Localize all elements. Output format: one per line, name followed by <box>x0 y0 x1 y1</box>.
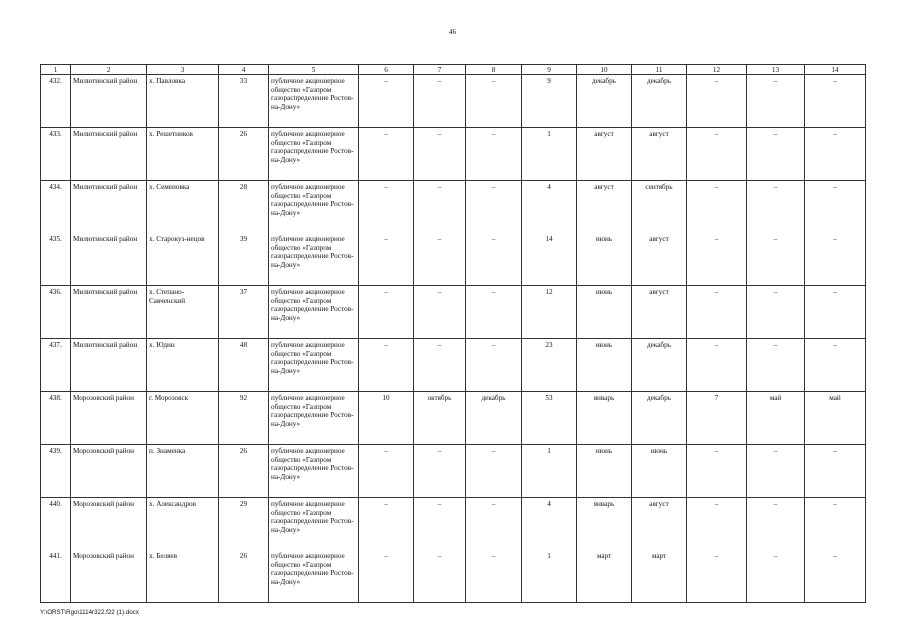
column-header: 10 <box>577 65 632 75</box>
col8-cell: – <box>466 233 522 286</box>
col13-cell: – <box>747 75 805 128</box>
col10-cell: июнь <box>577 286 632 339</box>
col12-cell: – <box>687 233 747 286</box>
col9-cell: 4 <box>522 498 577 551</box>
col7-cell: – <box>414 128 466 181</box>
col11-cell: декабрь <box>632 75 687 128</box>
district-cell: Морозовский район <box>71 392 147 445</box>
col9-cell: 9 <box>522 75 577 128</box>
row-number: 440. <box>41 498 71 551</box>
organization-cell: публичное акционерное общество «Газпром газораспределение Ростов-на-Дону» <box>269 498 359 551</box>
organization-cell: публичное акционерное общество «Газпром газораспределение Ростов-на-Дону» <box>269 128 359 181</box>
col13-cell: – <box>747 445 805 498</box>
column-header: 5 <box>269 65 359 75</box>
file-path-footer: Y:\ORST\Rgo\1114r322.f22 (1).docx <box>40 609 139 616</box>
col12-cell: – <box>687 445 747 498</box>
col12-cell: 7 <box>687 392 747 445</box>
col11-cell: август <box>632 233 687 286</box>
column-header: 9 <box>522 65 577 75</box>
row-number: 441. <box>41 550 71 603</box>
settlement-cell: г. Морозовск <box>147 392 219 445</box>
row-number: 432. <box>41 75 71 128</box>
settlement-cell: х. Решетников <box>147 128 219 181</box>
settlement-cell: х. Александров <box>147 498 219 551</box>
col8-cell: – <box>466 181 522 234</box>
district-cell: Милютинский район <box>71 339 147 392</box>
col13-cell: – <box>747 181 805 234</box>
col7-cell: – <box>414 181 466 234</box>
col7-cell: – <box>414 498 466 551</box>
col12-cell: – <box>687 75 747 128</box>
col10-cell: январь <box>577 498 632 551</box>
row-number: 436. <box>41 286 71 339</box>
col8-cell: декабрь <box>466 392 522 445</box>
col14-cell: – <box>805 550 866 603</box>
settlement-cell: п. Знаменка <box>147 445 219 498</box>
col13-cell: – <box>747 339 805 392</box>
settlement-cell: х. Беляев <box>147 550 219 603</box>
district-cell: Морозовский район <box>71 498 147 551</box>
district-cell: Милютинский район <box>71 286 147 339</box>
column-header: 3 <box>147 65 219 75</box>
col10-cell: март <box>577 550 632 603</box>
col13-cell: – <box>747 498 805 551</box>
col11-cell: август <box>632 286 687 339</box>
col7-cell: октябрь <box>414 392 466 445</box>
col9-cell: 23 <box>522 339 577 392</box>
col6-cell: 10 <box>359 392 414 445</box>
column-header: 14 <box>805 65 866 75</box>
page-number: 46 <box>449 28 456 36</box>
col14-cell: – <box>805 233 866 286</box>
settlement-cell: х. Павловка <box>147 75 219 128</box>
organization-cell: публичное акционерное общество «Газпром газораспределение Ростов-на-Дону» <box>269 75 359 128</box>
col11-cell: август <box>632 128 687 181</box>
col13-cell: май <box>747 392 805 445</box>
district-cell: Милютинский район <box>71 233 147 286</box>
column-header: 7 <box>414 65 466 75</box>
header-row <box>41 65 866 75</box>
count-cell: 26 <box>219 445 269 498</box>
table-row <box>41 181 866 234</box>
district-cell: Милютинский район <box>71 181 147 234</box>
district-cell: Милютинский район <box>71 75 147 128</box>
organization-cell: публичное акционерное общество «Газпром газораспределение Ростов-на-Дону» <box>269 445 359 498</box>
col11-cell: декабрь <box>632 339 687 392</box>
organization-cell: публичное акционерное общество «Газпром газораспределение Ростов-на-Дону» <box>269 181 359 234</box>
col8-cell: – <box>466 550 522 603</box>
column-header: 2 <box>71 65 147 75</box>
col13-cell: – <box>747 128 805 181</box>
row-number: 438. <box>41 392 71 445</box>
settlement-cell: х. Старокуз-нецов <box>147 233 219 286</box>
col6-cell: – <box>359 286 414 339</box>
col11-cell: июнь <box>632 445 687 498</box>
table-row <box>41 339 866 392</box>
col9-cell: 1 <box>522 445 577 498</box>
table-row <box>41 128 866 181</box>
col6-cell: – <box>359 498 414 551</box>
col7-cell: – <box>414 339 466 392</box>
col10-cell: июнь <box>577 233 632 286</box>
settlement-cell: х. Юдин <box>147 339 219 392</box>
col12-cell: – <box>687 550 747 603</box>
col6-cell: – <box>359 181 414 234</box>
col9-cell: 12 <box>522 286 577 339</box>
col13-cell: – <box>747 286 805 339</box>
col14-cell: май <box>805 392 866 445</box>
col6-cell: – <box>359 445 414 498</box>
count-cell: 39 <box>219 233 269 286</box>
table-row <box>41 392 866 445</box>
col8-cell: – <box>466 498 522 551</box>
table-row <box>41 498 866 551</box>
organization-cell: публичное акционерное общество «Газпром газораспределение Ростов-на-Дону» <box>269 339 359 392</box>
col11-cell: сентябрь <box>632 181 687 234</box>
district-cell: Милютинский район <box>71 128 147 181</box>
count-cell: 29 <box>219 498 269 551</box>
col12-cell: – <box>687 181 747 234</box>
col10-cell: август <box>577 128 632 181</box>
column-header: 1 <box>41 65 71 75</box>
col14-cell: – <box>805 339 866 392</box>
col11-cell: март <box>632 550 687 603</box>
organization-cell: публичное акционерное общество «Газпром газораспределение Ростов-на-Дону» <box>269 233 359 286</box>
col14-cell: – <box>805 75 866 128</box>
count-cell: 26 <box>219 128 269 181</box>
column-header: 8 <box>466 65 522 75</box>
col13-cell: – <box>747 233 805 286</box>
col12-cell: – <box>687 498 747 551</box>
col8-cell: – <box>466 286 522 339</box>
column-header: 13 <box>747 65 805 75</box>
col9-cell: 14 <box>522 233 577 286</box>
table-row <box>41 75 866 128</box>
district-cell: Морозовский район <box>71 445 147 498</box>
col8-cell: – <box>466 445 522 498</box>
table-row <box>41 286 866 339</box>
organization-cell: публичное акционерное общество «Газпром газораспределение Ростов-на-Дону» <box>269 550 359 603</box>
col7-cell: – <box>414 445 466 498</box>
col6-cell: – <box>359 550 414 603</box>
organization-cell: публичное акционерное общество «Газпром газораспределение Ростов-на-Дону» <box>269 392 359 445</box>
col9-cell: 53 <box>522 392 577 445</box>
count-cell: 48 <box>219 339 269 392</box>
col14-cell: – <box>805 445 866 498</box>
table-row <box>41 233 866 286</box>
col10-cell: декабрь <box>577 75 632 128</box>
col12-cell: – <box>687 128 747 181</box>
row-number: 434. <box>41 181 71 234</box>
col9-cell: 1 <box>522 128 577 181</box>
col9-cell: 1 <box>522 550 577 603</box>
organization-cell: публичное акционерное общество «Газпром газораспределение Ростов-на-Дону» <box>269 286 359 339</box>
data-table <box>40 64 866 603</box>
col6-cell: – <box>359 233 414 286</box>
row-number: 433. <box>41 128 71 181</box>
count-cell: 26 <box>219 550 269 603</box>
col11-cell: декабрь <box>632 392 687 445</box>
settlement-cell: х. Семеновка <box>147 181 219 234</box>
col12-cell: – <box>687 339 747 392</box>
col8-cell: – <box>466 339 522 392</box>
col10-cell: январь <box>577 392 632 445</box>
settlement-cell: х. Степано-Савченский <box>147 286 219 339</box>
col6-cell: – <box>359 75 414 128</box>
count-cell: 33 <box>219 75 269 128</box>
column-header: 4 <box>219 65 269 75</box>
row-number: 435. <box>41 233 71 286</box>
row-number: 439. <box>41 445 71 498</box>
table-row <box>41 445 866 498</box>
col10-cell: август <box>577 181 632 234</box>
col11-cell: август <box>632 498 687 551</box>
col7-cell: – <box>414 233 466 286</box>
col6-cell: – <box>359 128 414 181</box>
col14-cell: – <box>805 128 866 181</box>
col7-cell: – <box>414 550 466 603</box>
count-cell: 37 <box>219 286 269 339</box>
table-row <box>41 550 866 603</box>
col6-cell: – <box>359 339 414 392</box>
column-header: 11 <box>632 65 687 75</box>
col10-cell: июнь <box>577 339 632 392</box>
column-header: 12 <box>687 65 747 75</box>
col8-cell: – <box>466 75 522 128</box>
col10-cell: июнь <box>577 445 632 498</box>
col14-cell: – <box>805 181 866 234</box>
col14-cell: – <box>805 498 866 551</box>
col8-cell: – <box>466 128 522 181</box>
column-header: 6 <box>359 65 414 75</box>
count-cell: 28 <box>219 181 269 234</box>
district-cell: Морозовский район <box>71 550 147 603</box>
col9-cell: 4 <box>522 181 577 234</box>
col12-cell: – <box>687 286 747 339</box>
col7-cell: – <box>414 75 466 128</box>
row-number: 437. <box>41 339 71 392</box>
col13-cell: – <box>747 550 805 603</box>
col14-cell: – <box>805 286 866 339</box>
count-cell: 92 <box>219 392 269 445</box>
col7-cell: – <box>414 286 466 339</box>
